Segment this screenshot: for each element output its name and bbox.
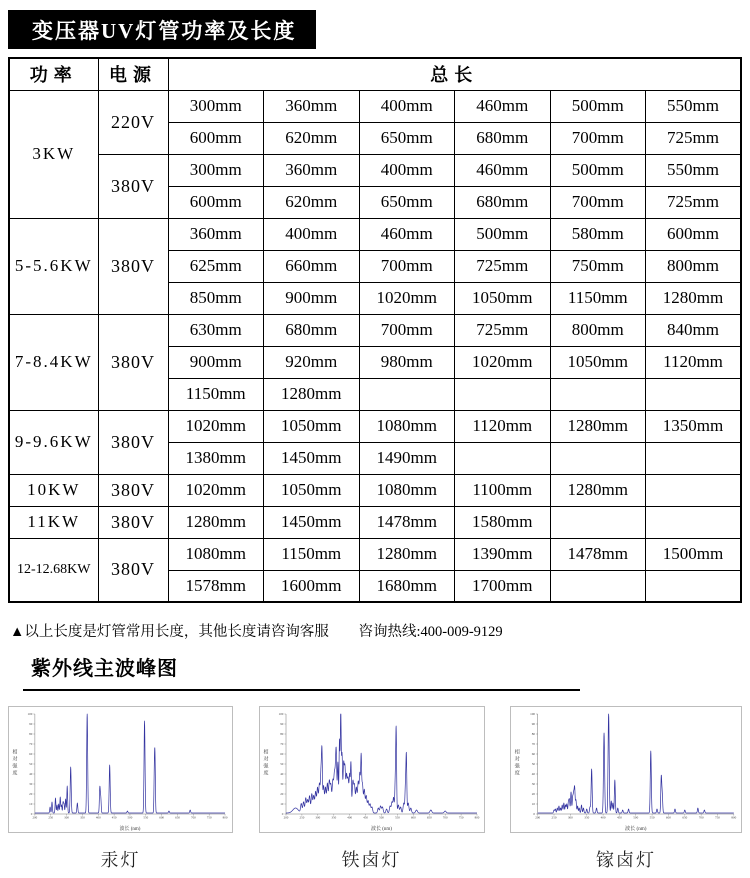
svg-text:20: 20	[531, 792, 536, 797]
length-cell: 400mm	[264, 218, 360, 250]
svg-text:250: 250	[48, 815, 54, 820]
header-length: 总长	[168, 58, 741, 90]
table-body	[9, 58, 741, 602]
length-cell: 1020mm	[359, 282, 455, 314]
length-cell: 800mm	[646, 250, 742, 282]
svg-text:90: 90	[531, 722, 536, 727]
length-cell: 1020mm	[168, 410, 264, 442]
svg-text:50: 50	[531, 762, 536, 767]
length-cell	[646, 570, 742, 602]
length-cell	[550, 378, 646, 410]
svg-text:10: 10	[29, 802, 33, 807]
source-cell: 220V	[98, 90, 168, 154]
length-cell: 500mm	[550, 154, 646, 186]
chart-col-gallium-halide	[510, 706, 742, 872]
length-cell: 680mm	[455, 122, 551, 154]
svg-text:30: 30	[531, 782, 536, 787]
length-cell: 1280mm	[168, 506, 264, 538]
svg-text:200: 200	[32, 815, 38, 820]
svg-text:对: 对	[514, 756, 520, 763]
svg-text:550: 550	[143, 815, 149, 820]
svg-text:波长 (nm): 波长 (nm)	[625, 826, 647, 832]
length-cell: 1050mm	[264, 410, 360, 442]
svg-text:0: 0	[30, 812, 33, 817]
footnote	[10, 620, 503, 641]
length-cell	[550, 570, 646, 602]
svg-text:500: 500	[378, 815, 384, 820]
svg-text:400: 400	[600, 815, 606, 820]
svg-text:70: 70	[29, 742, 33, 747]
length-cell: 1280mm	[264, 378, 360, 410]
length-table	[8, 57, 742, 603]
length-cell: 1050mm	[550, 346, 646, 378]
length-cell: 1490mm	[359, 442, 455, 474]
length-cell: 300mm	[168, 154, 264, 186]
power-cell: 5-5.6KW	[9, 218, 98, 314]
source-cell: 380V	[98, 506, 168, 538]
svg-text:40: 40	[279, 772, 283, 777]
svg-text:450: 450	[111, 815, 117, 820]
footnote-text: ▲以上长度是灯管常用长度，其他长度请咨询客服	[10, 624, 329, 640]
length-cell: 725mm	[646, 186, 742, 218]
chart-label-mercury: 汞灯	[100, 850, 141, 870]
svg-text:对: 对	[12, 757, 18, 763]
length-cell: 660mm	[264, 250, 360, 282]
svg-text:70: 70	[279, 742, 283, 747]
svg-text:350: 350	[80, 815, 85, 820]
spectrum-chart-iron-halide	[259, 706, 485, 833]
length-cell: 550mm	[646, 90, 742, 122]
length-cell: 650mm	[359, 186, 455, 218]
length-cell	[550, 506, 646, 538]
svg-text:度: 度	[514, 770, 520, 777]
length-cell: 900mm	[168, 346, 264, 378]
length-cell: 460mm	[455, 90, 551, 122]
svg-text:300: 300	[567, 815, 573, 820]
length-cell: 1390mm	[455, 538, 551, 570]
chart-label-iron-halide: 铁卤灯	[341, 850, 402, 870]
source-cell: 380V	[98, 538, 168, 602]
svg-text:30: 30	[29, 782, 33, 787]
svg-text:200: 200	[535, 815, 541, 820]
length-cell	[455, 442, 551, 474]
svg-text:波长 (nm): 波长 (nm)	[370, 827, 392, 832]
table-row	[9, 314, 741, 346]
svg-text:0: 0	[533, 812, 536, 817]
length-cell: 680mm	[264, 314, 360, 346]
length-cell: 1450mm	[264, 442, 360, 474]
length-cell: 1700mm	[455, 570, 551, 602]
table-row	[9, 474, 741, 506]
length-cell: 1478mm	[550, 538, 646, 570]
chart-col-iron-halide	[259, 706, 485, 872]
svg-text:80: 80	[531, 732, 536, 737]
power-cell: 10KW	[9, 474, 98, 506]
svg-text:600: 600	[665, 815, 671, 820]
length-cell	[646, 442, 742, 474]
svg-text:200: 200	[283, 815, 288, 820]
length-cell: 1478mm	[359, 506, 455, 538]
svg-text:350: 350	[330, 815, 336, 820]
length-cell	[646, 474, 742, 506]
length-cell: 1150mm	[264, 538, 360, 570]
svg-text:强: 强	[514, 763, 520, 770]
length-cell: 500mm	[550, 90, 646, 122]
chart-label-gallium-halide: 镓卤灯	[596, 850, 656, 870]
source-cell: 380V	[98, 474, 168, 506]
length-cell: 1120mm	[455, 410, 551, 442]
length-cell: 500mm	[455, 218, 551, 250]
header-source: 电源	[98, 58, 168, 90]
length-cell	[646, 506, 742, 538]
svg-text:600: 600	[159, 815, 165, 820]
svg-text:50: 50	[279, 762, 283, 767]
length-cell: 1080mm	[359, 474, 455, 506]
svg-text:强: 强	[12, 764, 18, 770]
svg-text:750: 750	[715, 815, 720, 820]
svg-text:750: 750	[458, 815, 463, 820]
svg-text:70: 70	[531, 742, 536, 747]
svg-text:40: 40	[29, 772, 33, 777]
length-cell: 700mm	[550, 186, 646, 218]
svg-text:60: 60	[279, 752, 283, 757]
length-cell	[550, 442, 646, 474]
svg-text:相: 相	[514, 749, 520, 756]
length-cell: 850mm	[168, 282, 264, 314]
svg-text:相: 相	[262, 750, 269, 756]
svg-text:90: 90	[29, 722, 33, 727]
svg-text:250: 250	[299, 815, 304, 820]
svg-text:80: 80	[29, 732, 33, 737]
length-cell: 1050mm	[455, 282, 551, 314]
svg-text:750: 750	[206, 815, 212, 820]
svg-text:度: 度	[262, 771, 269, 777]
svg-text:650: 650	[682, 815, 688, 820]
svg-text:80: 80	[279, 732, 283, 737]
svg-text:350: 350	[584, 815, 590, 820]
length-cell: 1050mm	[264, 474, 360, 506]
svg-text:强: 强	[262, 764, 269, 770]
length-cell: 1680mm	[359, 570, 455, 602]
section-title-spectrum	[23, 652, 580, 691]
svg-text:100: 100	[278, 712, 283, 717]
length-cell: 725mm	[455, 314, 551, 346]
length-cell: 1020mm	[168, 474, 264, 506]
svg-text:650: 650	[426, 815, 432, 820]
length-cell: 1580mm	[455, 506, 551, 538]
svg-text:600: 600	[410, 815, 416, 820]
length-cell: 1120mm	[646, 346, 742, 378]
length-cell: 300mm	[168, 90, 264, 122]
length-cell: 1600mm	[264, 570, 360, 602]
svg-text:对: 对	[262, 757, 269, 763]
length-cell: 630mm	[168, 314, 264, 346]
svg-text:300: 300	[314, 815, 320, 820]
svg-text:700: 700	[442, 815, 448, 820]
length-cell: 980mm	[359, 346, 455, 378]
length-cell: 620mm	[264, 122, 360, 154]
length-cell: 680mm	[455, 186, 551, 218]
length-cell: 620mm	[264, 186, 360, 218]
power-cell: 3KW	[9, 90, 98, 218]
svg-text:60: 60	[531, 752, 536, 757]
svg-text:800: 800	[474, 815, 479, 820]
svg-text:450: 450	[362, 815, 368, 820]
power-cell: 12-12.68KW	[9, 538, 98, 602]
svg-text:90: 90	[279, 722, 283, 727]
length-cell: 360mm	[168, 218, 264, 250]
section-title-text: 紫外线主波峰图	[31, 658, 178, 680]
svg-text:300: 300	[64, 815, 69, 820]
table-row	[9, 90, 741, 122]
svg-text:100: 100	[27, 712, 33, 717]
svg-text:20: 20	[29, 792, 33, 797]
page-title-text: 变压器UV灯管功率及长度	[32, 18, 297, 43]
svg-text:550: 550	[394, 815, 400, 820]
power-cell: 9-9.6KW	[9, 410, 98, 474]
length-cell: 625mm	[168, 250, 264, 282]
svg-text:10: 10	[531, 802, 536, 807]
spectrum-chart-gallium-halide	[510, 706, 742, 833]
svg-text:800: 800	[731, 815, 737, 820]
length-cell: 1080mm	[168, 538, 264, 570]
svg-text:700: 700	[190, 815, 196, 820]
svg-text:450: 450	[616, 815, 622, 820]
chart-col-mercury	[8, 706, 233, 872]
svg-text:700: 700	[698, 815, 704, 820]
length-cell: 550mm	[646, 154, 742, 186]
svg-text:100: 100	[530, 712, 536, 717]
length-cell: 1350mm	[646, 410, 742, 442]
length-cell: 750mm	[550, 250, 646, 282]
svg-text:50: 50	[29, 762, 33, 767]
length-cell: 800mm	[550, 314, 646, 346]
length-cell: 725mm	[455, 250, 551, 282]
power-cell: 7-8.4KW	[9, 314, 98, 410]
svg-text:550: 550	[649, 815, 655, 820]
svg-text:度: 度	[12, 771, 18, 777]
length-cell: 1380mm	[168, 442, 264, 474]
length-cell: 1020mm	[455, 346, 551, 378]
length-cell: 600mm	[168, 122, 264, 154]
length-cell: 1280mm	[646, 282, 742, 314]
length-cell: 1578mm	[168, 570, 264, 602]
svg-text:650: 650	[175, 815, 180, 820]
length-cell: 460mm	[359, 218, 455, 250]
table-row	[9, 506, 741, 538]
table-row	[9, 538, 741, 570]
length-cell: 650mm	[359, 122, 455, 154]
spectrum-charts	[8, 706, 742, 872]
length-cell: 400mm	[359, 90, 455, 122]
svg-text:60: 60	[29, 752, 33, 757]
length-cell: 700mm	[359, 314, 455, 346]
length-cell: 1280mm	[359, 538, 455, 570]
length-cell: 360mm	[264, 154, 360, 186]
svg-text:30: 30	[279, 782, 283, 787]
svg-text:400: 400	[95, 815, 101, 820]
table-row	[9, 154, 741, 186]
power-cell: 11KW	[9, 506, 98, 538]
length-cell: 1500mm	[646, 538, 742, 570]
svg-text:40: 40	[531, 772, 536, 777]
length-cell: 900mm	[264, 282, 360, 314]
page-title	[8, 10, 316, 49]
table-row	[9, 218, 741, 250]
length-cell	[455, 378, 551, 410]
source-cell: 380V	[98, 410, 168, 474]
length-cell: 725mm	[646, 122, 742, 154]
length-cell: 1100mm	[455, 474, 551, 506]
svg-text:波长 (nm): 波长 (nm)	[119, 827, 141, 832]
length-cell: 1280mm	[550, 474, 646, 506]
length-cell: 600mm	[168, 186, 264, 218]
length-cell: 1450mm	[264, 506, 360, 538]
length-cell: 1280mm	[550, 410, 646, 442]
source-cell: 380V	[98, 314, 168, 410]
svg-text:500: 500	[127, 815, 133, 820]
length-cell: 460mm	[455, 154, 551, 186]
length-cell: 360mm	[264, 90, 360, 122]
source-cell: 380V	[98, 154, 168, 218]
svg-text:相: 相	[12, 750, 18, 756]
length-cell: 600mm	[646, 218, 742, 250]
length-cell: 1150mm	[168, 378, 264, 410]
length-cell: 920mm	[264, 346, 360, 378]
svg-text:20: 20	[279, 792, 283, 797]
length-cell: 700mm	[359, 250, 455, 282]
length-cell: 400mm	[359, 154, 455, 186]
svg-text:400: 400	[346, 815, 352, 820]
table-row	[9, 410, 741, 442]
source-cell: 380V	[98, 218, 168, 314]
length-cell: 700mm	[550, 122, 646, 154]
hotline-text: 咨询热线:400-009-9129	[358, 624, 503, 640]
length-cell: 580mm	[550, 218, 646, 250]
spectrum-chart-mercury	[8, 706, 233, 833]
svg-text:10: 10	[279, 802, 283, 807]
svg-text:500: 500	[633, 815, 639, 820]
length-cell: 840mm	[646, 314, 742, 346]
header-power: 功率	[9, 58, 98, 90]
svg-text:250: 250	[551, 815, 557, 820]
length-cell: 1150mm	[550, 282, 646, 314]
svg-text:0: 0	[281, 812, 283, 817]
length-cell: 1080mm	[359, 410, 455, 442]
length-cell	[359, 378, 455, 410]
svg-text:800: 800	[222, 815, 228, 820]
length-cell	[646, 378, 742, 410]
